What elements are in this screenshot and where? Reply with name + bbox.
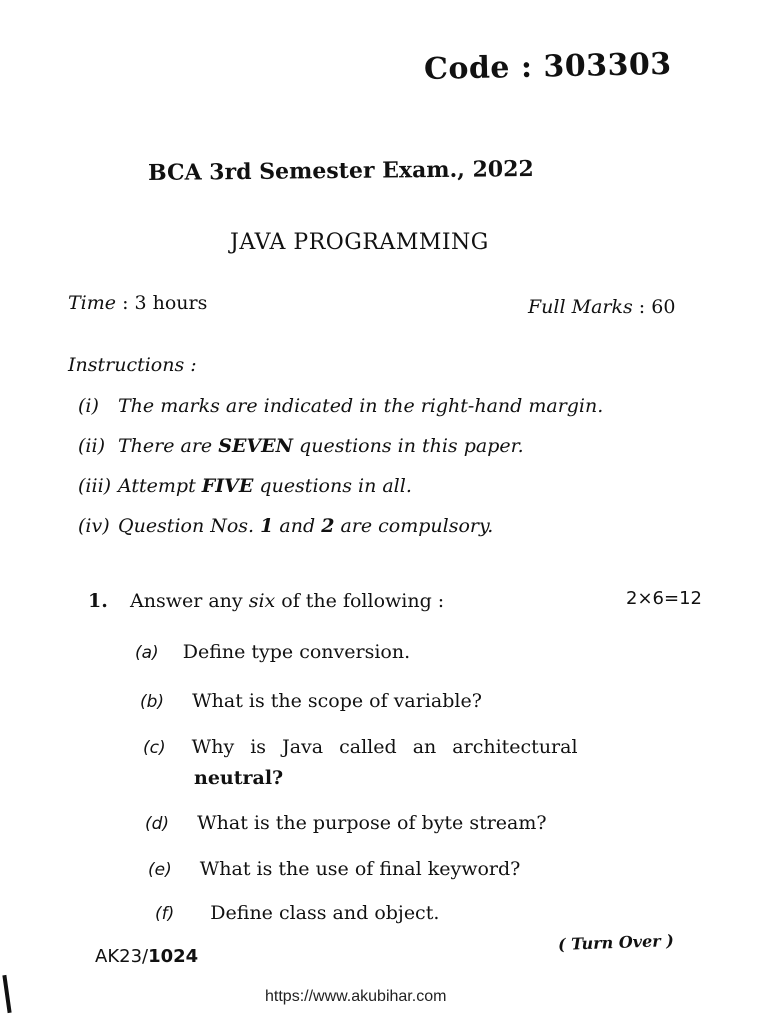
marks-value: : 60: [638, 296, 676, 318]
time-value: : 3 hours: [122, 292, 208, 314]
sub-question-text: What is the scope of variable?: [192, 690, 482, 712]
full-marks: [528, 296, 675, 318]
question-emphasis: six: [248, 590, 276, 612]
exam-title: BCA 3rd Semester Exam., 2022: [147, 155, 534, 186]
question-text-part: Answer any: [130, 590, 249, 612]
instruction-text: Attempt: [118, 475, 202, 497]
instruction-emphasis: SEVEN: [218, 435, 294, 457]
sub-question-letter: (d): [145, 814, 170, 834]
instruction-item: [78, 515, 493, 537]
instructions-heading: Instructions :: [68, 354, 197, 376]
sub-question-letter: (a): [135, 643, 159, 663]
booklet-code: [95, 946, 198, 967]
instruction-text: Question Nos.: [118, 515, 261, 537]
scan-edge-mark: [2, 975, 11, 1013]
instruction-number: (iv): [78, 515, 110, 537]
instruction-emphasis: 1: [260, 515, 274, 537]
booklet-code-prefix: AK23/: [95, 946, 149, 967]
sub-question: [135, 641, 410, 663]
paper-code: Code : 303303: [423, 46, 672, 87]
sub-question: [145, 812, 547, 834]
question-number: 1.: [88, 590, 108, 612]
sub-question-text: What is the purpose of byte stream?: [197, 812, 547, 834]
subject-title: JAVA PROGRAMMING: [230, 230, 489, 255]
turn-over-note: ( Turn Over ): [557, 930, 675, 954]
instruction-item: [78, 395, 603, 417]
sub-question-text: Why is Java called an architectural: [191, 736, 578, 758]
booklet-code-number: 1024: [148, 946, 199, 967]
time-label: Time: [68, 292, 117, 314]
instruction-number: (iii): [78, 475, 112, 497]
question-text-part: of the following :: [275, 590, 445, 612]
instruction-text: questions in all.: [253, 475, 412, 497]
instruction-emphasis: FIVE: [201, 475, 254, 497]
instruction-text: The marks are indicated in the right-hand margin.: [118, 395, 604, 417]
sub-question-letter: (e): [148, 860, 172, 880]
sub-question: [143, 736, 578, 758]
instruction-number: (ii): [78, 435, 105, 457]
instruction-text: There are: [118, 435, 219, 457]
instruction-number: (i): [78, 395, 99, 417]
sub-question-letter: (b): [140, 692, 165, 712]
instruction-emphasis: 2: [321, 515, 335, 537]
instruction-text: questions in this paper.: [293, 435, 524, 457]
source-url-link[interactable]: https://www.akubihar.com: [265, 988, 447, 1005]
sub-question-text: Define type conversion.: [182, 641, 411, 663]
question-text: [130, 590, 444, 612]
sub-question-letter: (c): [143, 738, 166, 758]
instruction-text: and: [273, 515, 322, 537]
time-allowed: [68, 292, 207, 314]
question-marks: 2×6=12: [626, 588, 702, 609]
sub-question-text: What is the use of final keyword?: [199, 858, 521, 880]
instruction-item: [78, 475, 412, 497]
sub-question: [140, 690, 482, 712]
sub-question-text: Define class and object.: [210, 902, 440, 924]
instruction-item: [78, 435, 524, 457]
marks-label: Full Marks: [528, 296, 633, 318]
instruction-text: are compulsory.: [334, 515, 494, 537]
sub-question: [155, 902, 439, 924]
sub-question-continuation: neutral?: [194, 767, 284, 789]
sub-question: [148, 858, 520, 880]
sub-question-letter: (f): [155, 904, 175, 924]
